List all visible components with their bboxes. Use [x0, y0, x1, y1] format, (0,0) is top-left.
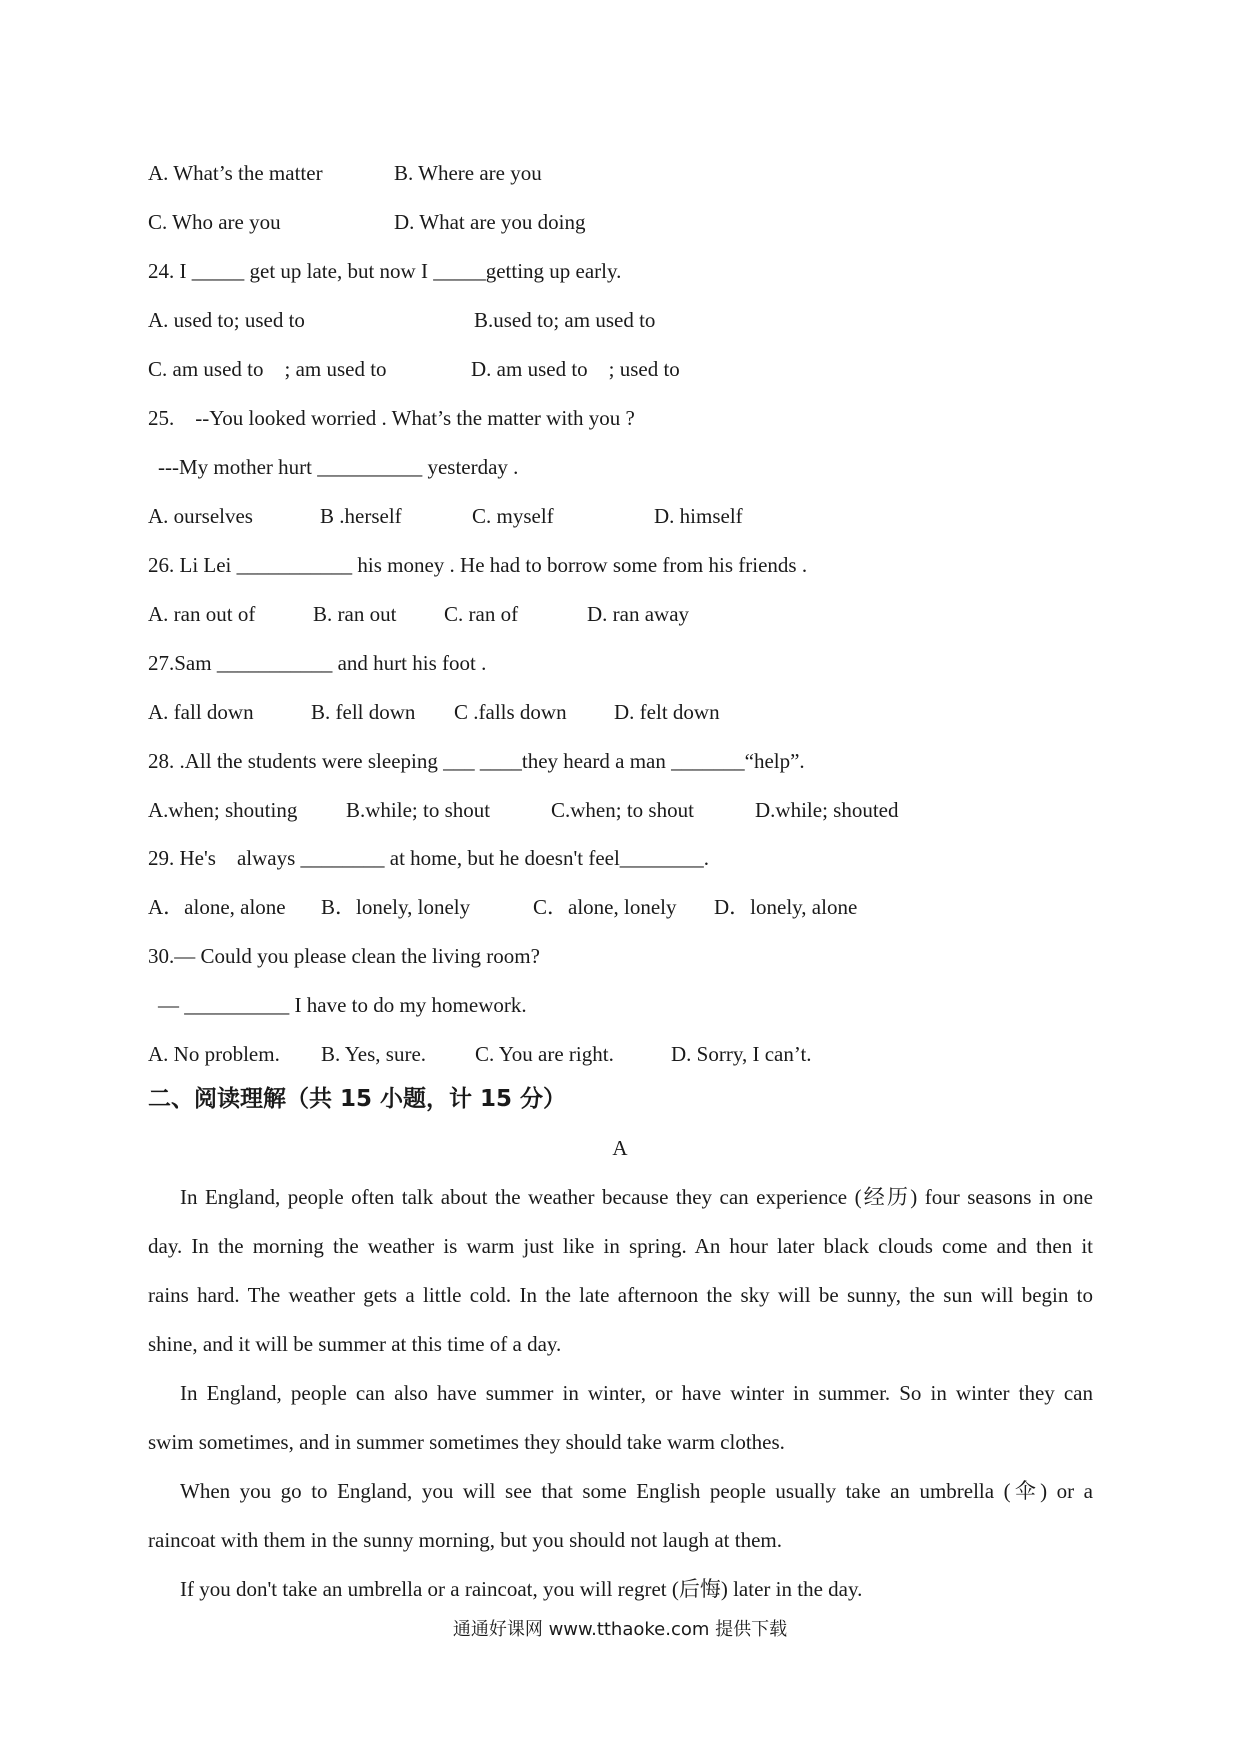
q24-option-a: A. used to; used to — [148, 308, 305, 332]
q30-option-c: C. You are right. — [475, 1042, 614, 1066]
passage-line: When you go to England, you will see that some English people usually take an umbrella (伞) or a — [180, 1479, 1093, 1503]
q24-option-b: B.used to; am used to — [474, 308, 656, 332]
q28-option-b: B.while; to shout — [346, 798, 491, 822]
q28-stem: 28. .All the students were sleeping ___ ____they heard a man _______“help”. — [148, 749, 805, 773]
q27-stem: 27.Sam ___________ and hurt his foot . — [148, 651, 487, 675]
q25-stem: 25. --You looked worried . What’s the matter with you ? — [148, 406, 635, 430]
passage-line: day. In the morning the weather is warm just like in spring. An hour later black clouds come and then it — [148, 1234, 1093, 1258]
q24-stem: 24. I _____ get up late, but now I _____getting up early. — [148, 259, 622, 283]
q29-stem: 29. He's always ________ at home, but he doesn't feel________. — [148, 846, 710, 870]
q28-option-d: D.while; shouted — [755, 798, 899, 822]
passage-label: A — [612, 1136, 628, 1160]
q26-option-a: A. ran out of — [148, 602, 256, 626]
q24-option-c: C. am used to ; am used to — [148, 357, 387, 381]
q24-option-d: D. am used to ; used to — [471, 357, 680, 381]
q25-option-c: C. myself — [472, 504, 554, 528]
q23-option-b: B. Where are you — [394, 161, 542, 185]
q27-option-c: C .falls down — [454, 700, 567, 724]
q27-option-b: B. fell down — [311, 700, 416, 724]
q30-option-a: A. No problem. — [148, 1042, 280, 1066]
passage-line: raincoat with them in the sunny morning, but you should not laugh at them. — [148, 1528, 782, 1552]
q30-option-b: B. Yes, sure. — [321, 1042, 427, 1066]
passage-line: rains hard. The weather gets a little cold. In the late afternoon the sky will be sunny, the sun will begin to — [148, 1283, 1093, 1307]
passage-line: swim sometimes, and in summer sometimes they should take warm clothes. — [148, 1430, 785, 1454]
q26-option-d: D. ran away — [587, 602, 690, 626]
q29-option-b: B．lonely, lonely — [321, 895, 471, 919]
page-footer: 通通好课网 www.tthaoke.com 提供下载 — [452, 1619, 788, 1640]
q23-option-a: A. What’s the matter — [148, 161, 323, 185]
passage-line: shine, and it will be summer at this time of a day. — [148, 1332, 562, 1356]
q26-stem: 26. Li Lei ___________ his money . He had to borrow some from his friends . — [148, 553, 808, 577]
q30-option-d: D. Sorry, I can’t. — [671, 1042, 812, 1066]
q28-option-a: A.when; shouting — [148, 798, 298, 822]
q25-option-d: D. himself — [654, 504, 743, 528]
q30-reply: — __________ I have to do my homework. — [158, 993, 527, 1017]
q26-option-b: B. ran out — [313, 602, 397, 626]
q27-option-d: D. felt down — [614, 700, 720, 724]
q30-stem: 30.— Could you please clean the living room? — [148, 944, 540, 968]
q26-option-c: C. ran of — [444, 602, 519, 626]
q29-option-d: D．lonely, alone — [714, 895, 858, 919]
q28-option-c: C.when; to shout — [551, 798, 694, 822]
section-heading: 二、阅读理解（共 15 小题，计 15 分） — [148, 1086, 567, 1112]
q23-option-d: D. What are you doing — [394, 210, 586, 234]
q25-option-b: B .herself — [320, 504, 402, 528]
q27-option-a: A. fall down — [148, 700, 254, 724]
q25-option-a: A. ourselves — [148, 504, 253, 528]
q29-option-a: A．alone, alone — [148, 895, 286, 919]
passage-line: In England, people often talk about the weather because they can experience (经历) four seasons in one — [180, 1185, 1093, 1209]
q23-option-c: C. Who are you — [148, 210, 281, 234]
q29-option-c: C．alone, lonely — [533, 895, 677, 919]
passage-line: If you don't take an umbrella or a raincoat, you will regret (后悔) later in the day. — [180, 1577, 863, 1601]
q25-reply: ---My mother hurt __________ yesterday . — [158, 455, 519, 479]
passage-line: In England, people can also have summer in winter, or have winter in summer. So in winter they can — [180, 1381, 1093, 1405]
